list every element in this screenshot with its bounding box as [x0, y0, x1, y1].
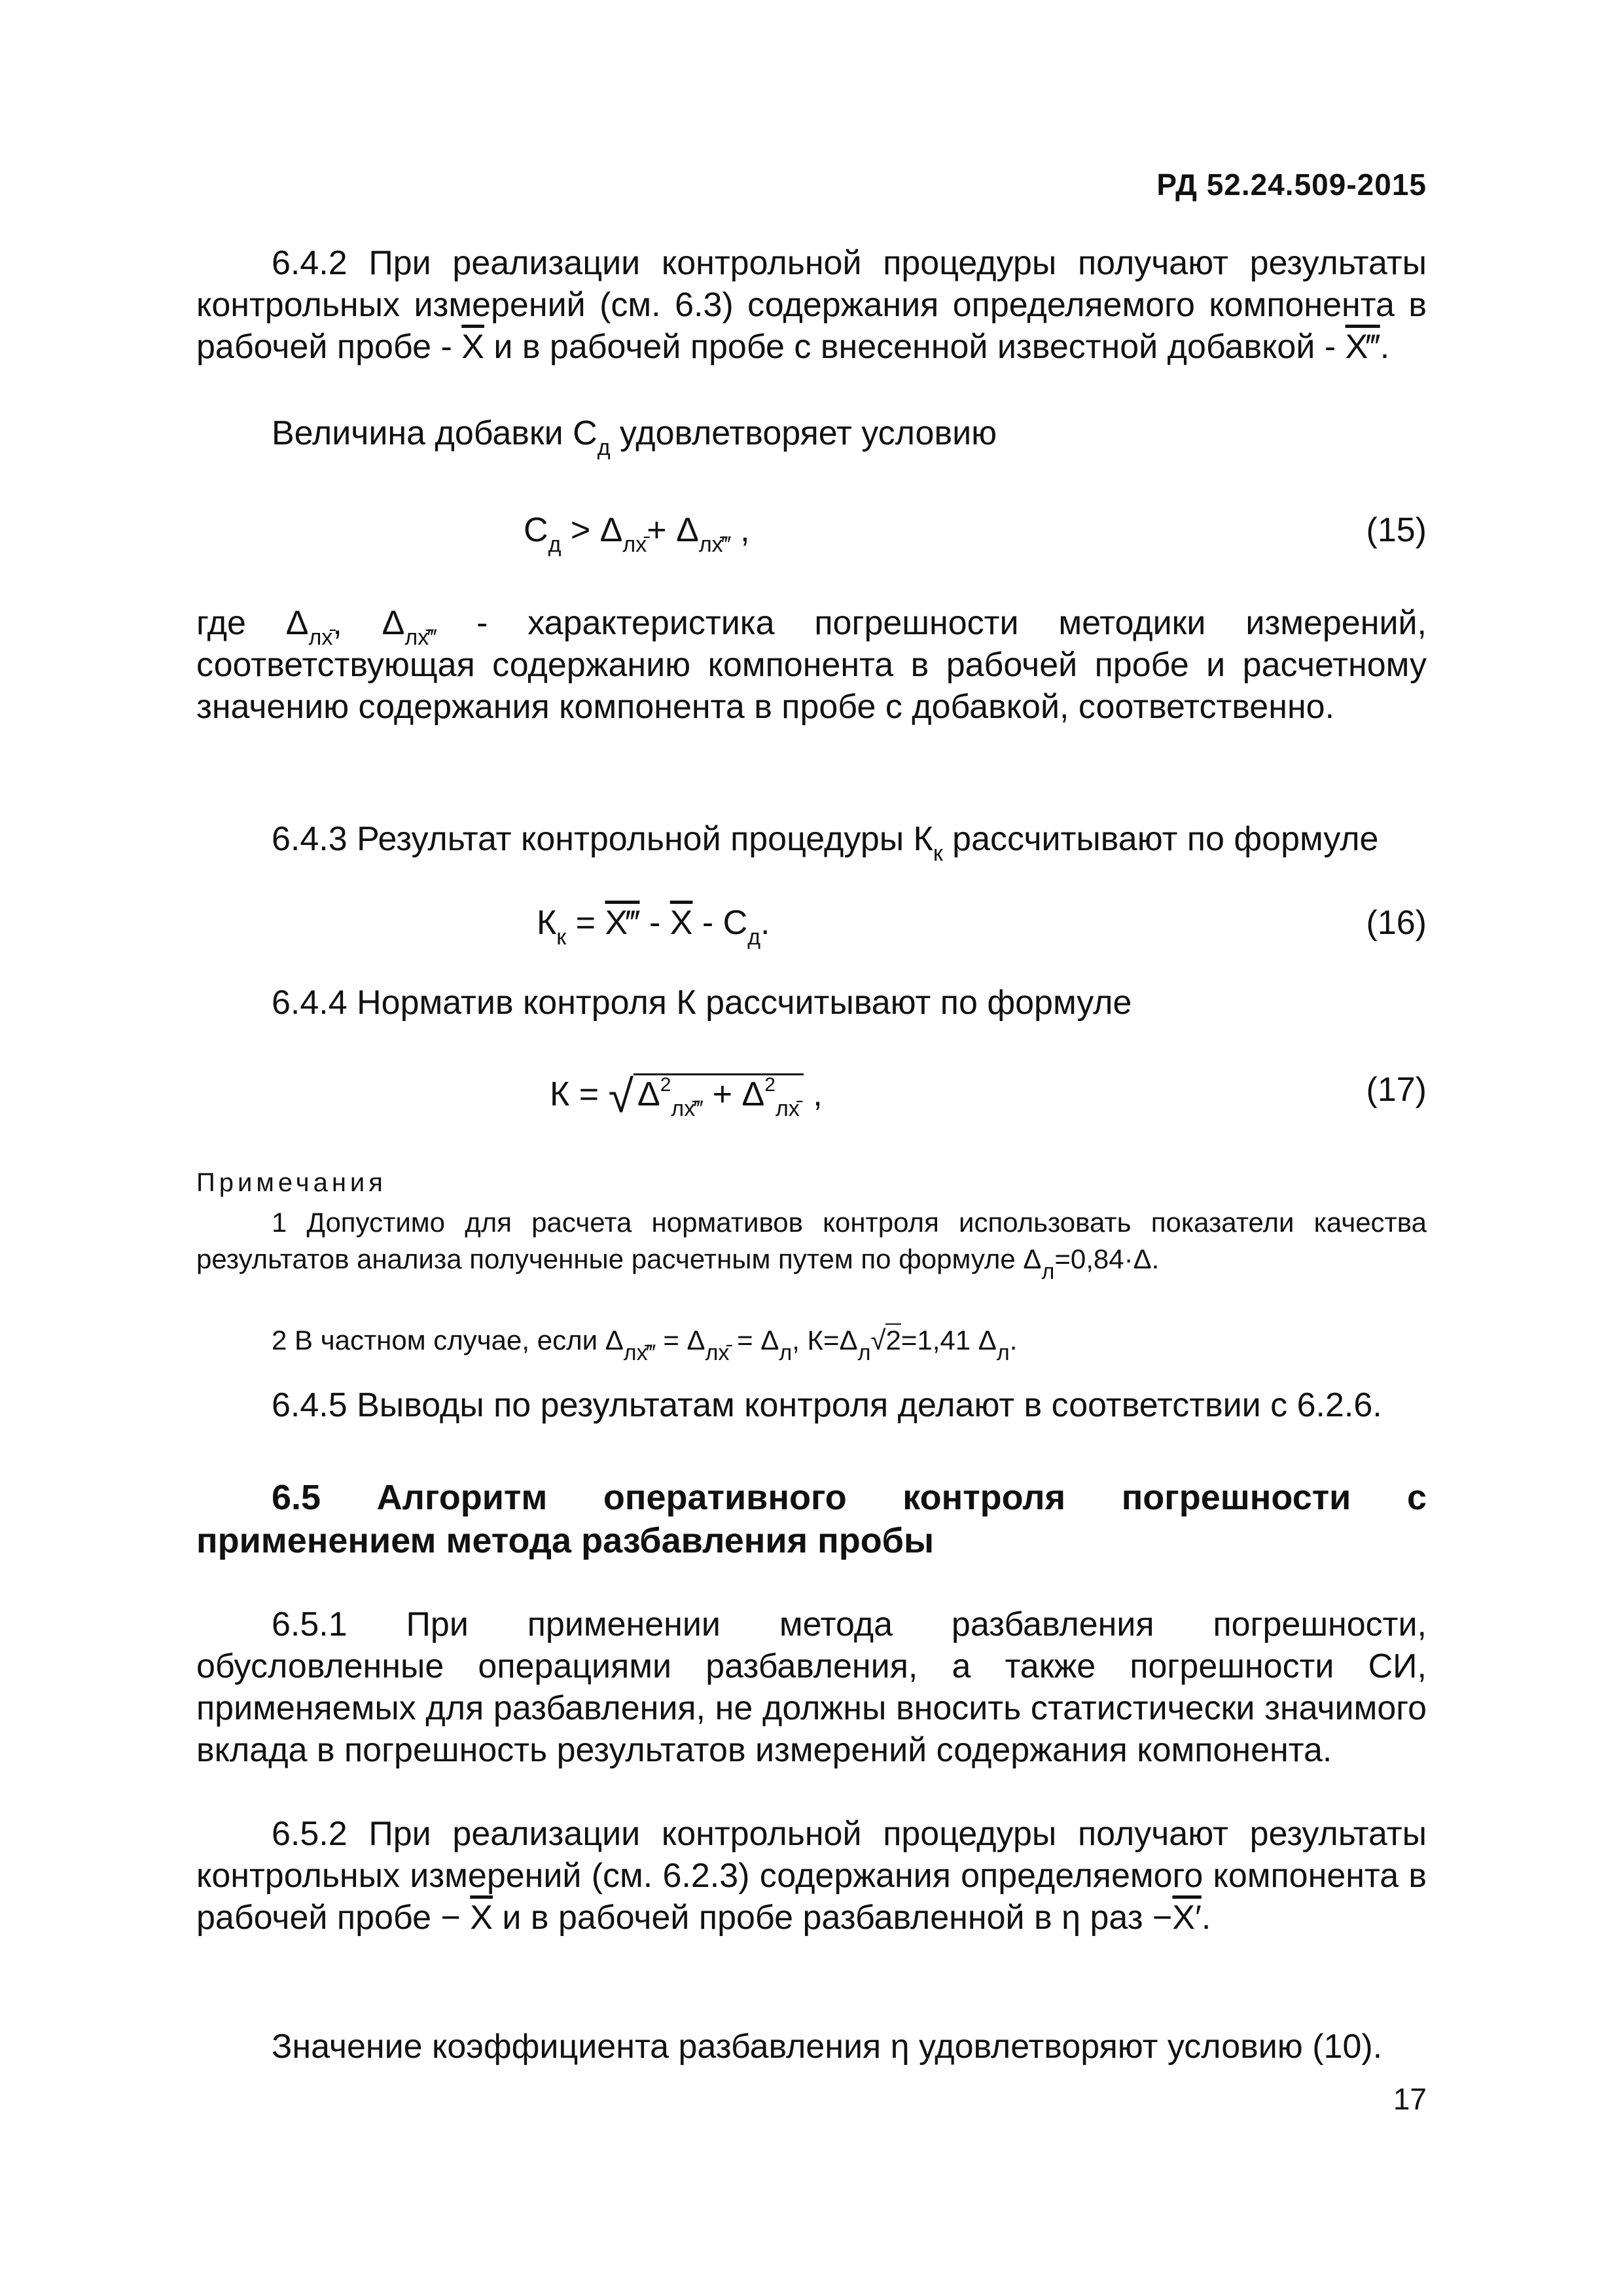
page-number: 17: [1393, 2082, 1427, 2116]
equation-number: (16): [1366, 904, 1427, 942]
subscript: к: [933, 841, 943, 866]
notes-title: Примечания: [196, 1168, 387, 1197]
equation-number: (15): [1366, 511, 1427, 549]
paragraph-6-5-2: [196, 1813, 1427, 1939]
paragraph-text: 6.4.2 При реализации контрольной процедуры получают результаты контрольных измерений (см. 6.3) содержания определяемого компонента в рабочей пробе -: [196, 244, 1427, 366]
radical-sign: √: [870, 1325, 886, 1355]
paragraph-text: 6.4.4 Норматив контроля К рассчитывают по формуле: [272, 984, 1132, 1022]
note-text: 1 Допустимо для расчета нормативов контроля использовать показатели качества результатов анализа полученные расчетным путем по формуле Δ: [196, 1207, 1427, 1274]
subscript: л: [779, 1340, 793, 1365]
formula-15: [196, 511, 1427, 569]
symbol-x-mean: $\overline{X}$: [461, 328, 484, 366]
paragraph-6-4-5: [196, 1384, 1427, 1426]
note-text: 2 В частном случае, если Δ: [272, 1325, 624, 1355]
symbol-x-mean: $\overline{X}$: [470, 1899, 493, 1937]
paragraph-text: 6.4.5 Выводы по результатам контроля делают в соответствии с 6.2.6.: [272, 1386, 1382, 1424]
subscript: д: [747, 925, 761, 950]
subscript: л: [857, 1340, 871, 1365]
note-2: [196, 1322, 1427, 1365]
operator-text: =: [566, 904, 605, 942]
punctuation: ,: [730, 511, 750, 549]
document-code-header: РД 52.24.509-2015: [1156, 168, 1427, 202]
subscript: лх̄: [622, 532, 647, 557]
symbol-k: К: [537, 904, 557, 942]
radicand: 2: [885, 1325, 901, 1355]
operator-text: - С: [692, 904, 748, 942]
subscript: л: [1041, 1259, 1055, 1284]
superscript: 2: [660, 1074, 671, 1096]
paragraph-text: 6.5.2 При реализации контрольной процедуры получают результаты контрольных измерений (см. 6.2.3) содержания определяемого компонента в рабочей пробе −: [196, 1815, 1427, 1937]
note-text: .: [1009, 1325, 1018, 1355]
symbol-c: С: [524, 511, 548, 549]
radicand: [633, 1073, 804, 1121]
paragraph-text: - характеристика погрешности методики измерений, соответствующая содержанию компонента в рабочей пробе и расчетному значению содержания компонента в пробе с добавкой, соответственно.: [196, 604, 1427, 726]
equation-number: (17): [1366, 1071, 1427, 1109]
formula-17-expression: [550, 1070, 823, 1122]
punctuation: .: [760, 904, 770, 942]
symbol-x-mean: $\overline{X}$: [669, 904, 693, 942]
paragraph-text: Величина добавки С: [272, 414, 597, 452]
paragraph-text: 6.5.1 При применении метода разбавления погрешности, обусловленные операциями разбавления, а также погрешности СИ, применяемых для разбавления, не должны вносить статистически значимого вклада в погрешность результатов измерений содержания компонента.: [196, 1605, 1427, 1769]
paragraph-6-4-3: [196, 818, 1427, 866]
symbol-delta: Δ: [637, 1075, 660, 1113]
paragraph-dilution-coefficient: [196, 2026, 1427, 2068]
subscript: д: [597, 435, 611, 460]
subscript: лх̄: [775, 1096, 800, 1121]
subscript: лх̄‴: [404, 625, 437, 650]
paragraph-text: , Δ: [332, 604, 405, 642]
paragraph-text: рассчитывают по формуле: [942, 820, 1379, 858]
note-text: =0,84·Δ.: [1054, 1244, 1160, 1274]
subscript: лх̄: [308, 625, 333, 650]
radical-sign: √: [608, 1071, 633, 1122]
square-root: [609, 1070, 804, 1122]
superscript: 2: [764, 1074, 776, 1096]
paragraph-text: где Δ: [196, 604, 309, 642]
paragraph-6-5-1: [196, 1604, 1427, 1771]
punctuation: .: [1201, 1899, 1211, 1937]
paragraph-text: Значение коэффициента разбавления η удовлетворяют условию (10).: [272, 2028, 1383, 2066]
paragraph-text: удовлетворяет условию: [610, 414, 997, 452]
operator-text: + Δ: [647, 511, 699, 549]
formula-17: [196, 1070, 1427, 1129]
operator-text: -: [639, 904, 670, 942]
paragraph-where: [196, 602, 1427, 728]
symbol-x-triple-prime: X‴: [605, 904, 640, 942]
subscript: лх̄: [705, 1340, 730, 1365]
note-text: = Δ: [655, 1325, 705, 1355]
operator-text: + Δ: [703, 1075, 765, 1113]
note-text: , К=Δ: [792, 1325, 858, 1355]
operator-text: > Δ: [561, 511, 623, 549]
subscript: к: [556, 925, 567, 950]
subscript: д: [548, 532, 562, 557]
paragraph-6-4-4: [196, 982, 1427, 1024]
symbol-x-triple-prime: X‴: [1345, 328, 1380, 366]
section-heading-6-5: 6.5 Алгоритм оперативного контроля погрешности с применением метода разбавления пробы: [196, 1478, 1427, 1560]
paragraph-text: 6.4.3 Результат контрольной процедуры К: [272, 820, 933, 858]
paragraph-6-4-2: [196, 242, 1427, 368]
symbol-k: К =: [550, 1075, 609, 1113]
punctuation: ,: [803, 1075, 823, 1113]
formula-16: [196, 903, 1427, 962]
subscript: лх̄‴: [623, 1340, 656, 1365]
note-1: [196, 1204, 1427, 1284]
symbol-x-prime: X′: [1172, 1899, 1202, 1937]
subscript: лх̄‴: [698, 532, 731, 557]
paragraph-text: и в рабочей пробе с внесенной известной добавкой -: [484, 328, 1346, 366]
paragraph-text: .: [1380, 328, 1390, 366]
note-text: =1,41 Δ: [901, 1325, 997, 1355]
formula-15-expression: [524, 511, 750, 557]
note-text: = Δ: [729, 1325, 779, 1355]
subscript: лх̄‴: [671, 1096, 704, 1121]
formula-16-expression: [537, 903, 770, 950]
paragraph-addition-value: [196, 412, 1427, 460]
paragraph-text: и в рабочей пробе разбавленной в η раз −: [492, 1899, 1173, 1937]
subscript: л: [996, 1340, 1010, 1365]
